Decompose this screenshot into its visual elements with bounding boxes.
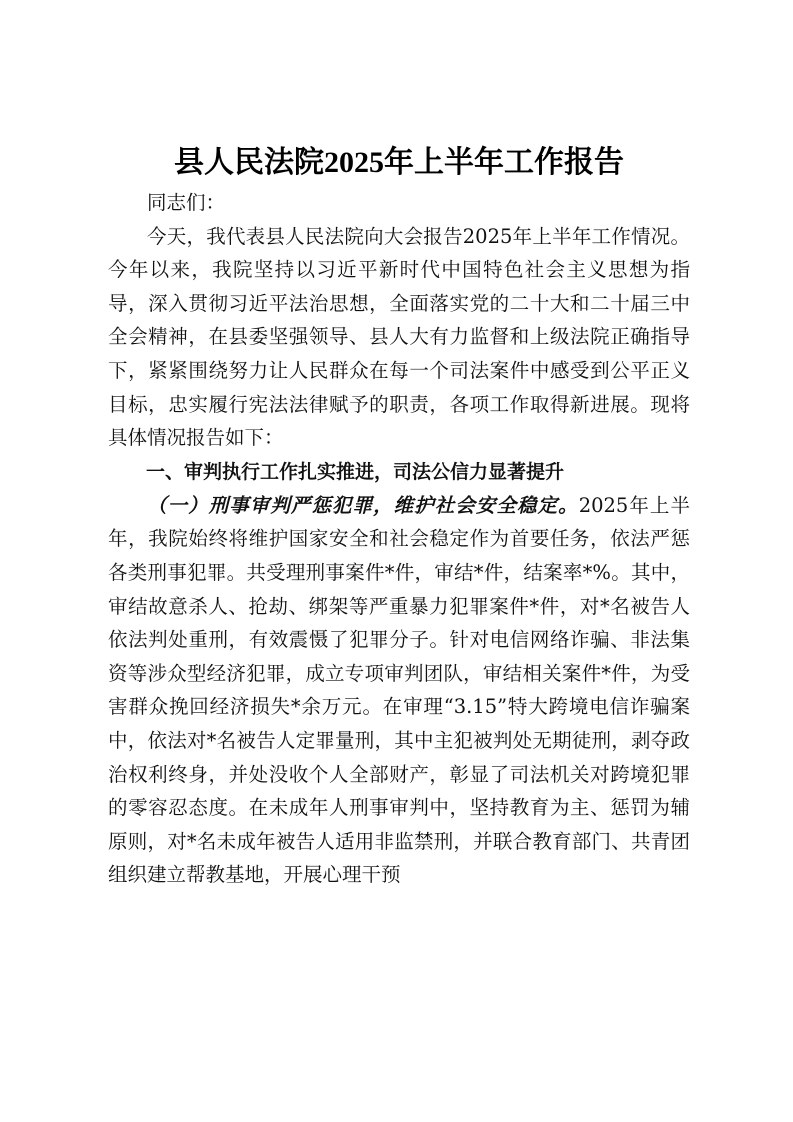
intro-paragraph: 今天，我代表县人民法院向大会报告2025年上半年工作情况。今年以来，我院坚持以习近平新时代中国特色社会主义思想为指导，深入贯彻习近平法治思想，全面落实党的二十大和二十届三中全会精神，在县委坚强领导、县人大有力监督和上级法院正确指导下，紧紧围绕努力让人民群众在每一个司法案件中感受到公平正义目标，忠实履行宪法法律赋予的职责，各项工作取得新进展。现将具体情况报告如下： — [108, 224, 690, 450]
document-page — [108, 140, 690, 892]
document-title: 县人民法院2025年上半年工作报告 — [174, 146, 624, 179]
section-heading: 一、审判执行工作扎实推进，司法公信力显著提升 — [146, 460, 565, 483]
subsection-body: 2025年上半年，我院始终将维护国家安全和社会稳定作为首要任务，依法严惩各类刑事犯罪。共受理刑事案件*件，审结*件，结案率*%。其中，审结故意杀人、抢劫、绑架等严重暴力犯罪案件*件，对*名被告人依法判处重刑，有效震慑了犯罪分子。针对电信网络诈骗、非法集资等涉众型经济犯罪，成立专项审判团队，审结相关案件*件，为受害群众挽回经济损失*余万元。在审理“3.15”特大跨境电信诈骗案中，依法对*名被告人定罪量刑，其中主犯被判处无期徒刑，剥夺政治权利终身，并处没收个人全部财产，彰显了司法机关对跨境犯罪的零容忍态度。在未成年人刑事审判中，坚持教育为主、惩罚为辅原则，对*名未成年被告人适用非监禁刑，并联合教育部门、共青团组织建立帮教基地，开展心理干预 — [108, 493, 690, 887]
subsection-paragraph — [108, 489, 690, 892]
subsection-heading: （一）刑事审判严惩犯罪，维护社会安全稳定。 — [147, 493, 579, 517]
greeting: 同志们： — [147, 191, 226, 214]
